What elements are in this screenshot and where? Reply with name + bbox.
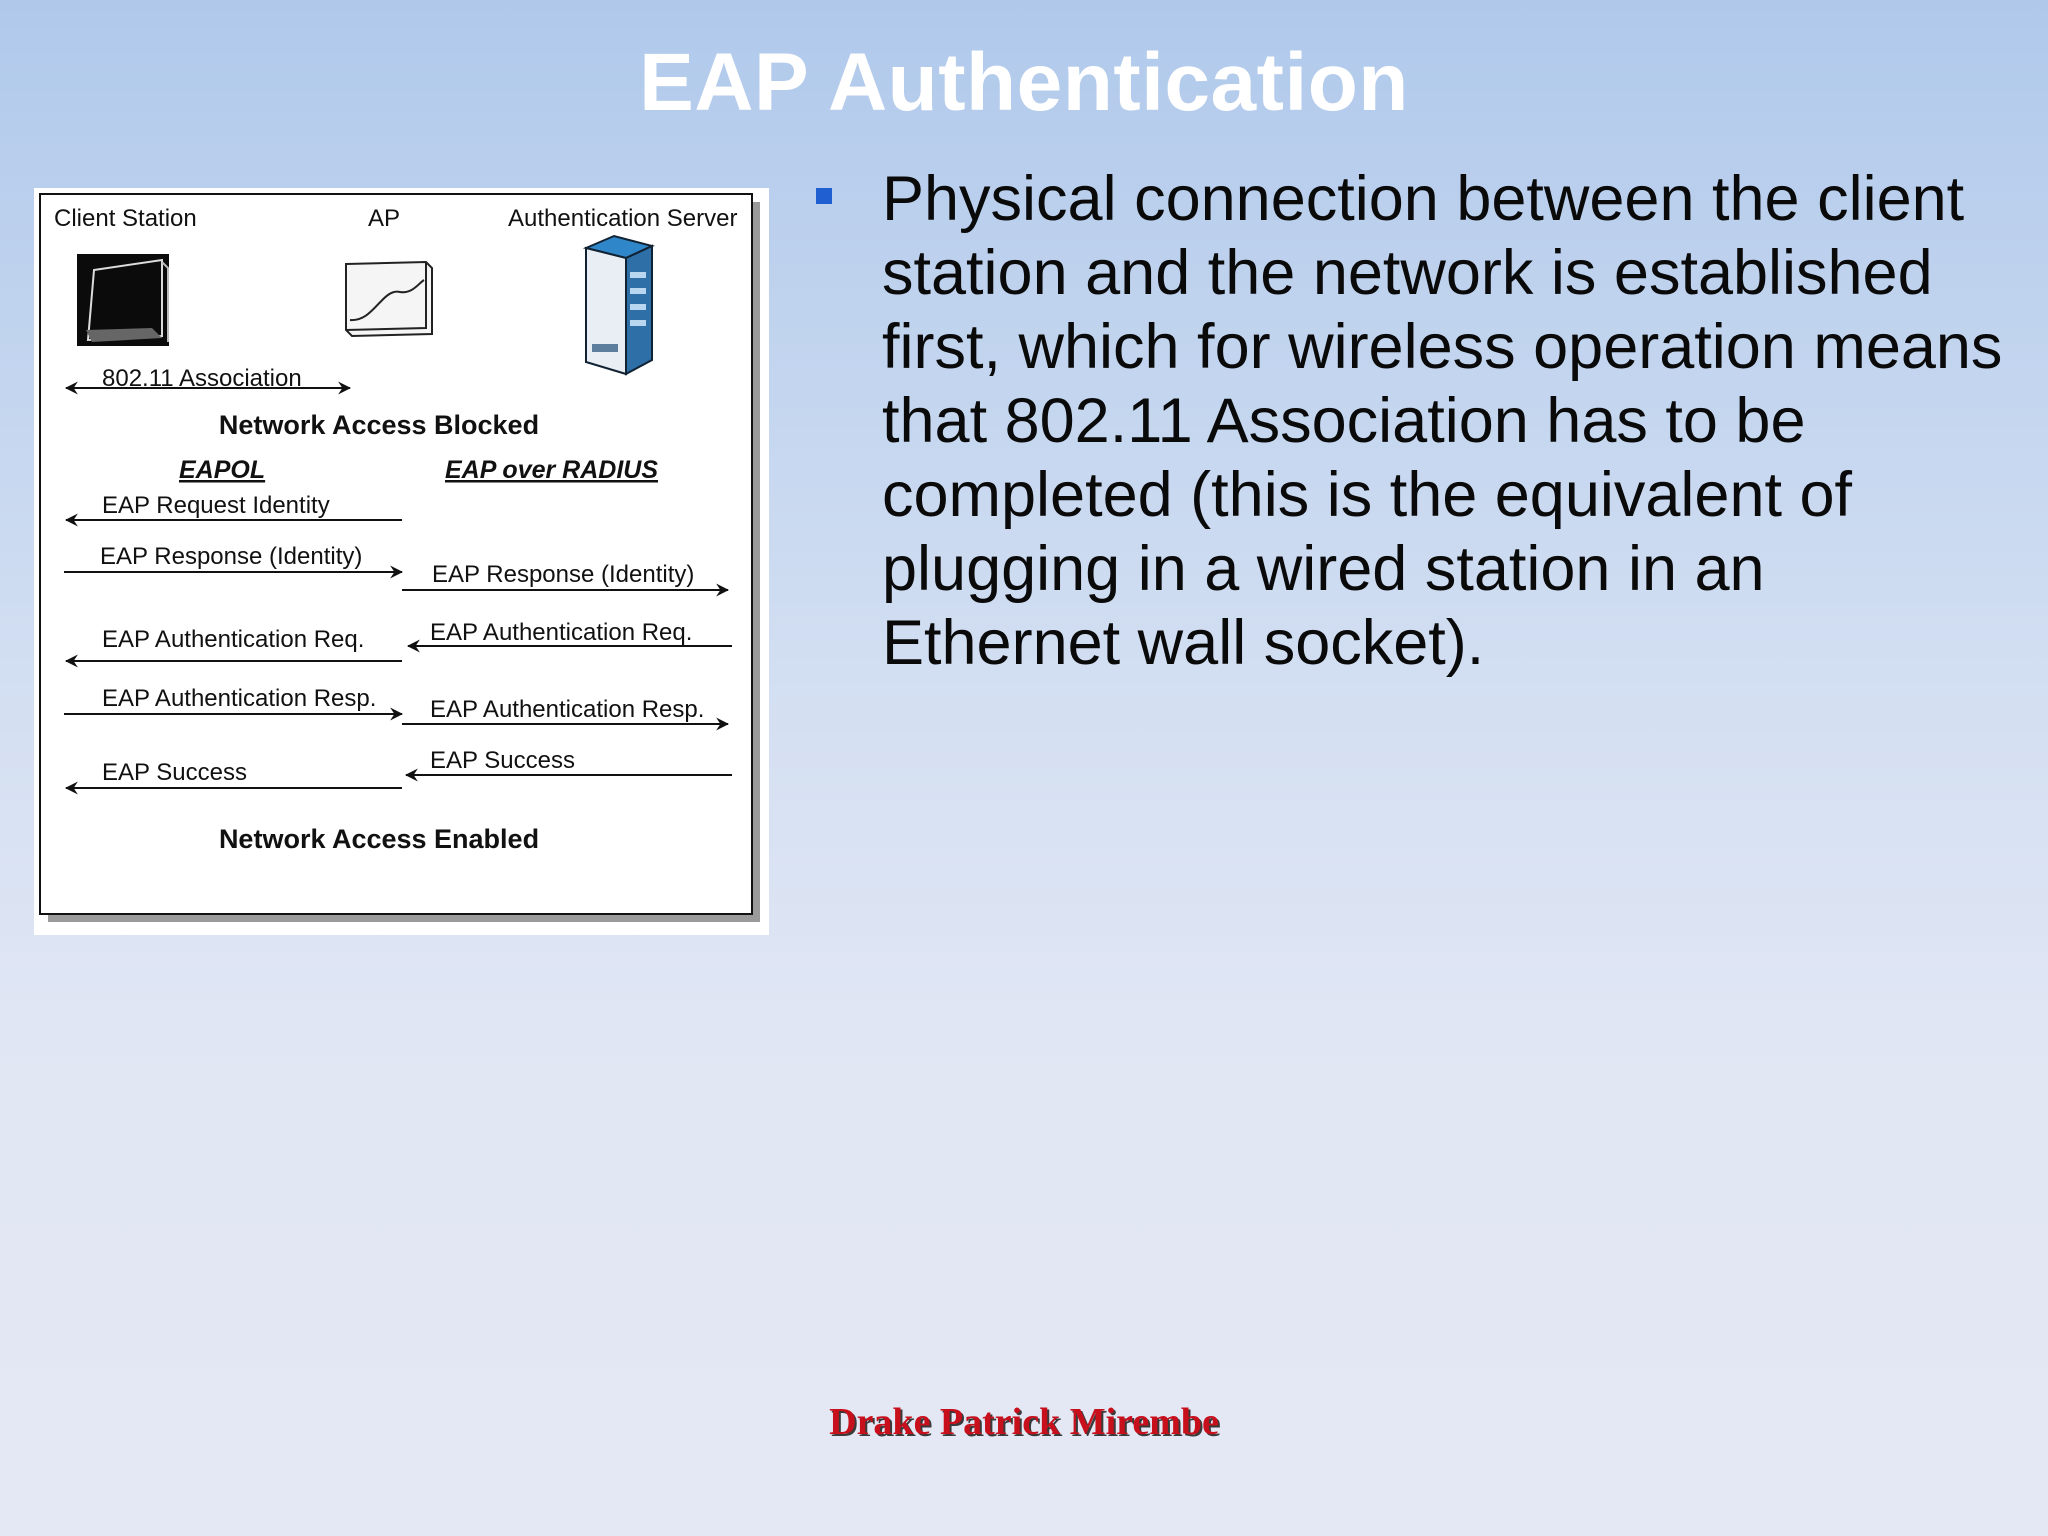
msg-response-identity-right: EAP Response (Identity): [432, 561, 695, 588]
msg-success-right: EAP Success: [430, 747, 575, 774]
eap-over-radius-label: EAP over RADIUS: [445, 456, 659, 484]
server-tower-icon: [586, 236, 652, 374]
bullet-text: Physical connection between the client station and the network is established first, which for wireless operation means that 802.11 Association has to be completed (this is the equivalent of plugging in a wired station in an Ethernet wall socket).: [882, 164, 2003, 678]
authentication-server-label: Authentication Server: [508, 205, 738, 232]
network-access-enabled-label: Network Access Enabled: [218, 824, 540, 854]
msg-request-identity: EAP Request Identity: [102, 492, 330, 519]
msg-response-identity-left: EAP Response (Identity): [100, 543, 363, 570]
msg-auth-resp-right: EAP Authentication Resp.: [430, 696, 705, 723]
eap-flow-diagram: [34, 188, 769, 935]
slide-title: EAP Authentication: [639, 37, 1409, 128]
access-point-icon: [346, 262, 432, 336]
msg-auth-req-right: EAP Authentication Req.: [430, 619, 693, 646]
bullet-list: [810, 162, 2010, 680]
client-station-label: Client Station: [54, 205, 197, 232]
footer-author: Drake Patrick Mirembe: [829, 1401, 1219, 1443]
bullet-marker-icon: [816, 188, 832, 204]
network-access-blocked-label: Network Access Blocked: [218, 410, 540, 440]
eapol-label: EAPOL: [179, 456, 266, 484]
msg-auth-resp-left: EAP Authentication Resp.: [102, 685, 377, 712]
bullet-item: [810, 162, 2010, 680]
msg-auth-req-left: EAP Authentication Req.: [102, 626, 365, 653]
eap-flow-diagram-canvas: [34, 188, 769, 935]
association-label: 802.11 Association: [102, 365, 302, 392]
ap-label: AP: [368, 205, 401, 232]
msg-success-left: EAP Success: [102, 759, 247, 786]
laptop-icon: [77, 254, 169, 346]
